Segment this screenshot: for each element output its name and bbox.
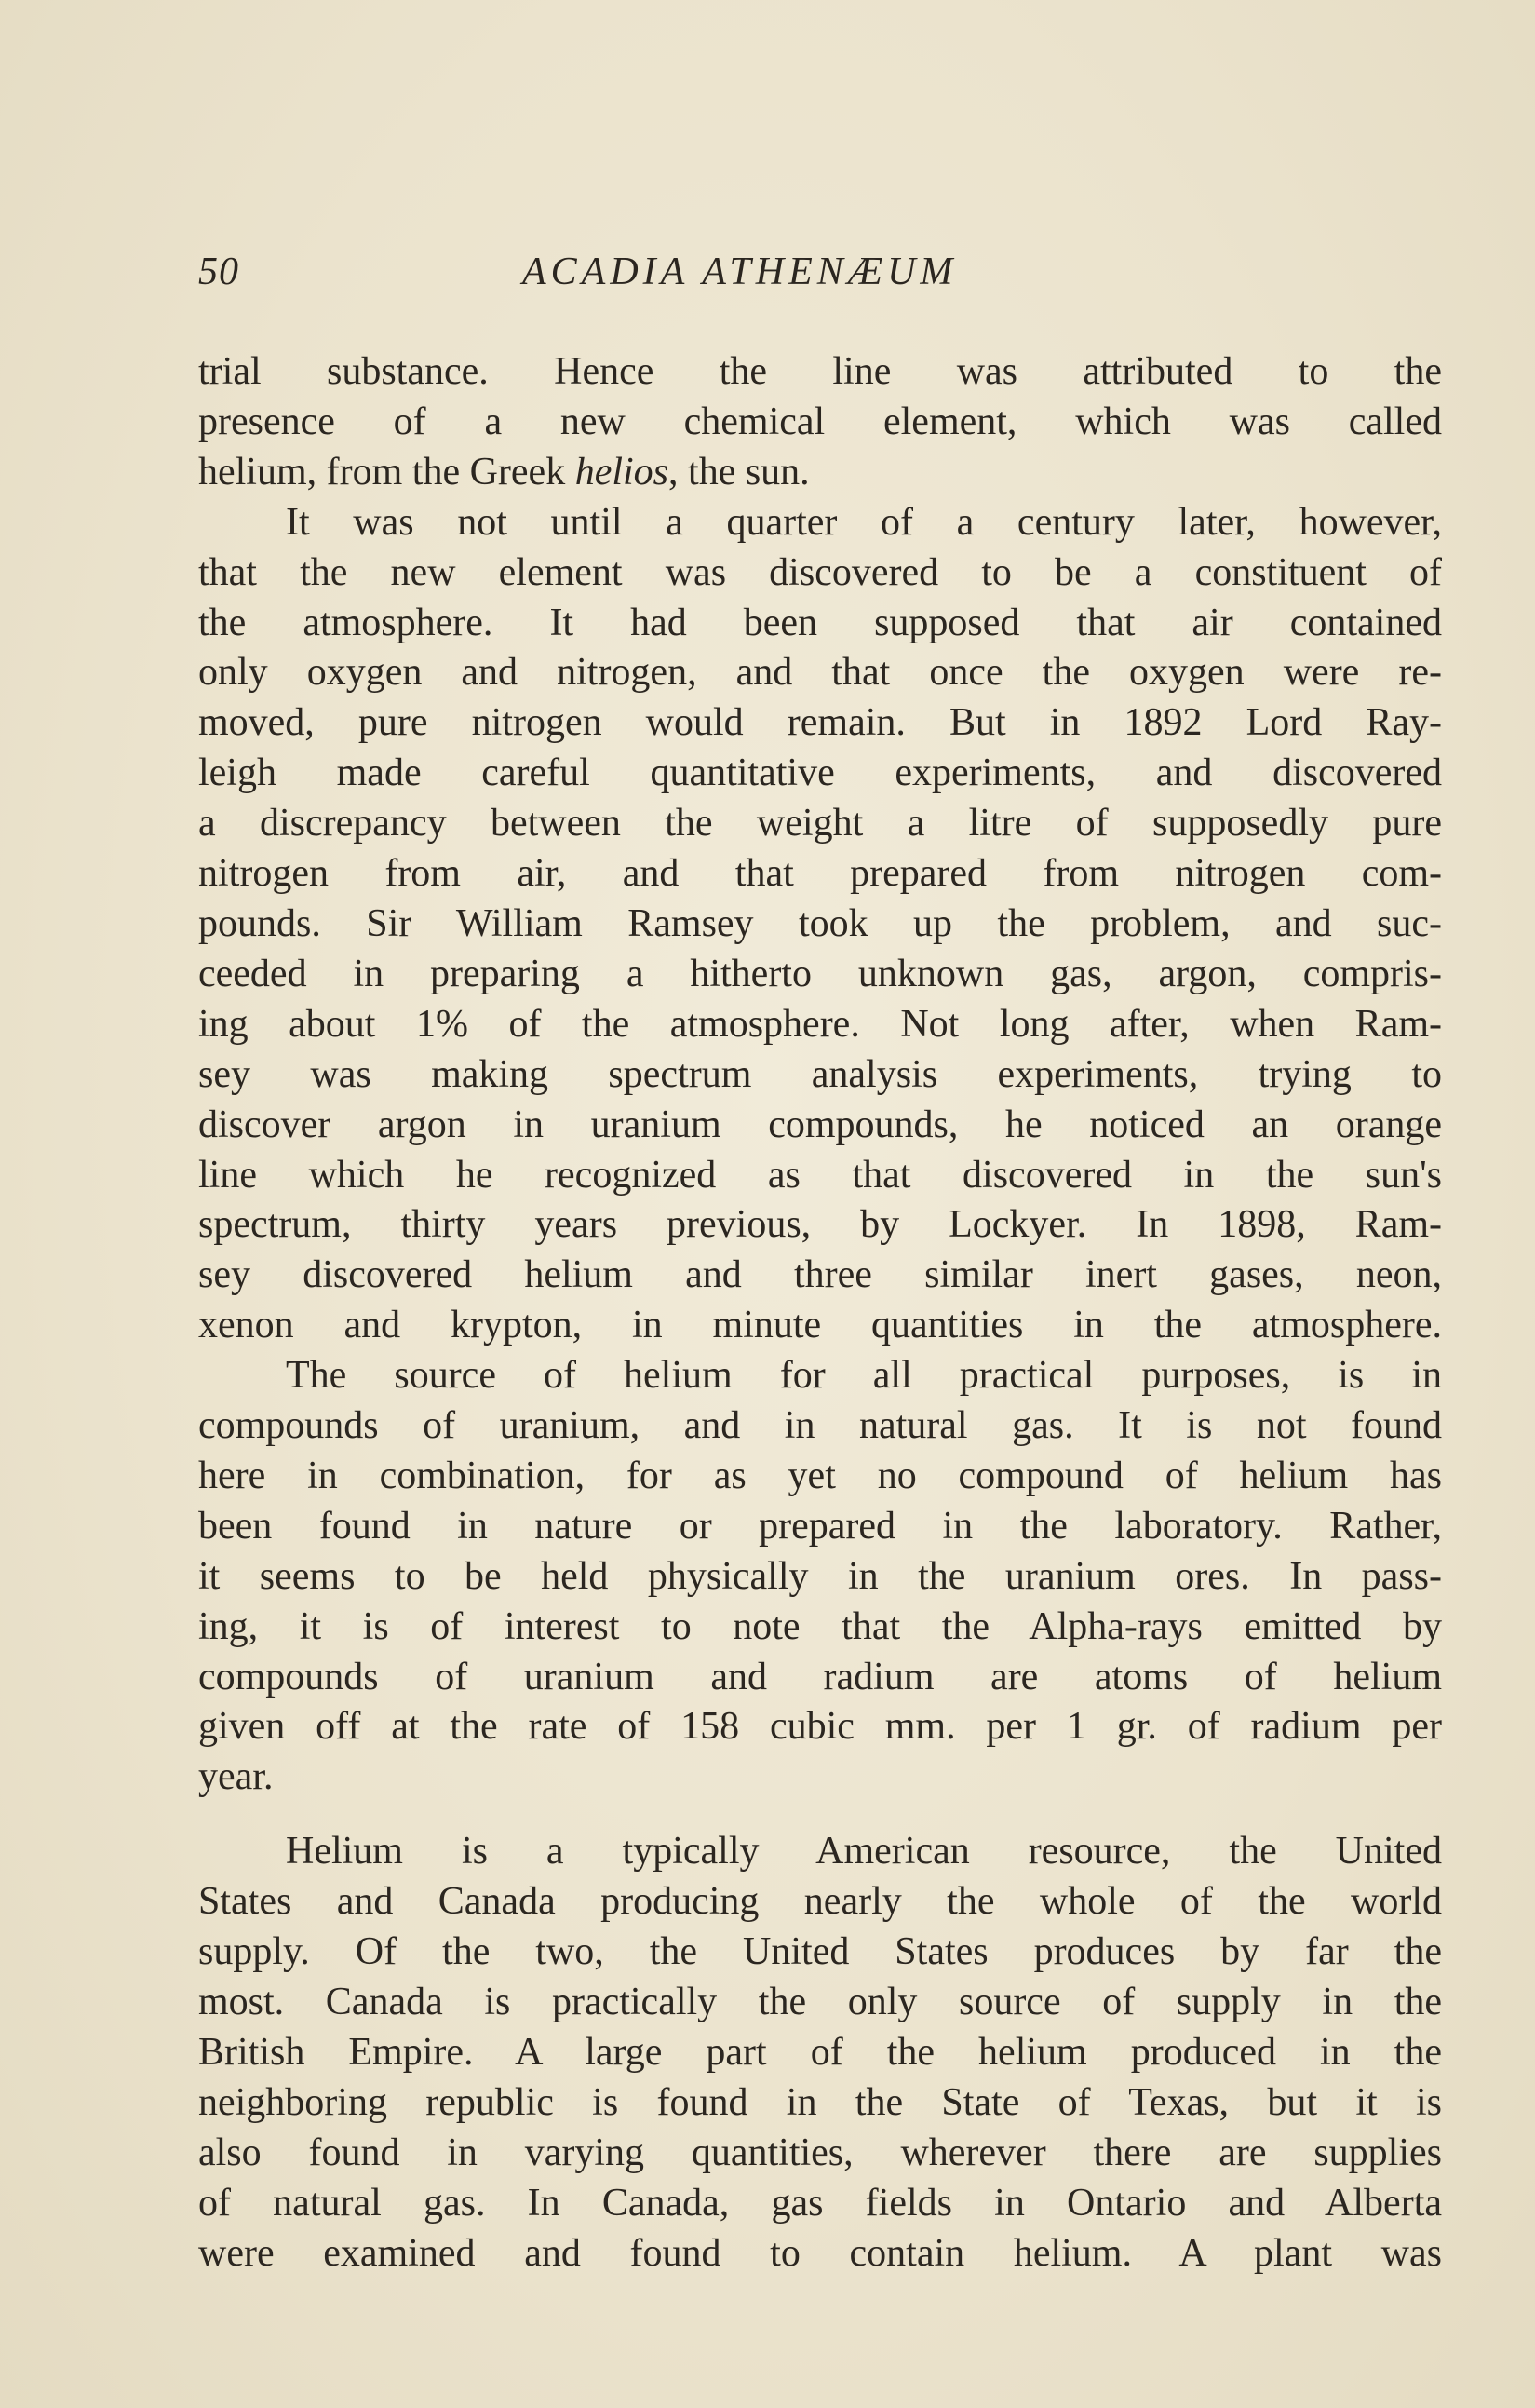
text-line: Helium is a typically American resource, the United [286, 1830, 1442, 1874]
text-line: a discrepancy between the weight a litre of supposedly pure [198, 802, 1442, 846]
running-head: ACADIA ATHENÆUM [522, 250, 958, 293]
text-line: compounds of uranium, and in natural gas. It is not found [198, 1404, 1442, 1448]
text-line: only oxygen and nitrogen, and that once the oxygen were re- [198, 651, 1442, 695]
text-line: nitrogen from air, and that prepared from nitrogen com- [198, 852, 1442, 896]
text-line: most. Canada is practically the only source of supply in the [198, 1981, 1442, 2023]
text-line: spectrum, thirty years previous, by Lockyer. In 1898, Ram- [198, 1203, 1442, 1247]
text-line: ceeded in preparing a hitherto unknown gas, argon, compris- [198, 952, 1442, 995]
text-line: neighboring republic is found in the State of Texas, but it is [198, 2080, 1442, 2124]
text-line: ing, it is of interest to note that the Alpha-rays emitted by [198, 1604, 1442, 1648]
page-number: 50 [198, 250, 239, 293]
text-line: helium, from the Greek helios, the sun. [198, 450, 810, 494]
text-line: of natural gas. In Canada, gas fields in Ontario and Alberta [198, 2181, 1442, 2225]
text-line: leigh made careful quantitative experiments, and discovered [198, 751, 1442, 795]
text-line: compounds of uranium and radium are atoms of helium [198, 1655, 1442, 1698]
paragraph-1 [198, 347, 1442, 498]
paragraph-gap [198, 1803, 1442, 1827]
text-line: sey discovered helium and three similar inert gases, neon, [198, 1253, 1442, 1297]
body-text [198, 347, 1442, 2279]
text-line: ing about 1% of the atmosphere. Not long after, when Ram- [198, 1002, 1442, 1046]
text-line: It was not until a quarter of a century later, however, [286, 500, 1442, 544]
text-line: were examined and found to contain helium. A plant was [198, 2231, 1442, 2275]
text-line: xenon and krypton, in minute quantities in the atmosphere. [198, 1304, 1442, 1347]
text-line: The source of helium for all practical purposes, is in [286, 1354, 1442, 1398]
text-line: it seems to be held physically in the uranium ores. In pass- [198, 1554, 1442, 1598]
paragraph-3 [198, 1351, 1442, 1803]
text-line: States and Canada producing nearly the whole of the world [198, 1880, 1442, 1924]
text-line: moved, pure nitrogen would remain. But in 1892 Lord Ray- [198, 701, 1442, 745]
page-header [198, 250, 1442, 305]
text-line: the atmosphere. It had been supposed that air contained [198, 601, 1442, 644]
text-line: year. [198, 1755, 274, 1799]
paragraph-2 [198, 498, 1442, 1351]
text-line: been found in nature or prepared in the laboratory. Rather, [198, 1504, 1442, 1548]
text-line: presence of a new chemical element, which was called [198, 399, 1442, 443]
text-line: trial substance. Hence the line was attributed to the [198, 350, 1442, 393]
paragraph-4 [198, 1827, 1442, 2279]
text-line: pounds. Sir William Ramsey took up the problem, and suc- [198, 901, 1442, 945]
text-line: supply. Of the two, the United States produces by far the [198, 1930, 1442, 1974]
text-line: line which he recognized as that discovered in the sun's [198, 1153, 1442, 1197]
text-line: here in combination, for as yet no compound of helium has [198, 1454, 1442, 1497]
text-line: sey was making spectrum analysis experiments, trying to [198, 1052, 1442, 1096]
text-line: British Empire. A large part of the helium produced in the [198, 2030, 1442, 2074]
text-line: also found in varying quantities, wherever there are supplies [198, 2131, 1442, 2174]
text-line: discover argon in uranium compounds, he noticed an orange [198, 1103, 1442, 1146]
text-line: that the new element was discovered to be a constituent of [198, 550, 1442, 594]
text-line: given off at the rate of 158 cubic mm. per 1 gr. of radium per [198, 1705, 1442, 1749]
